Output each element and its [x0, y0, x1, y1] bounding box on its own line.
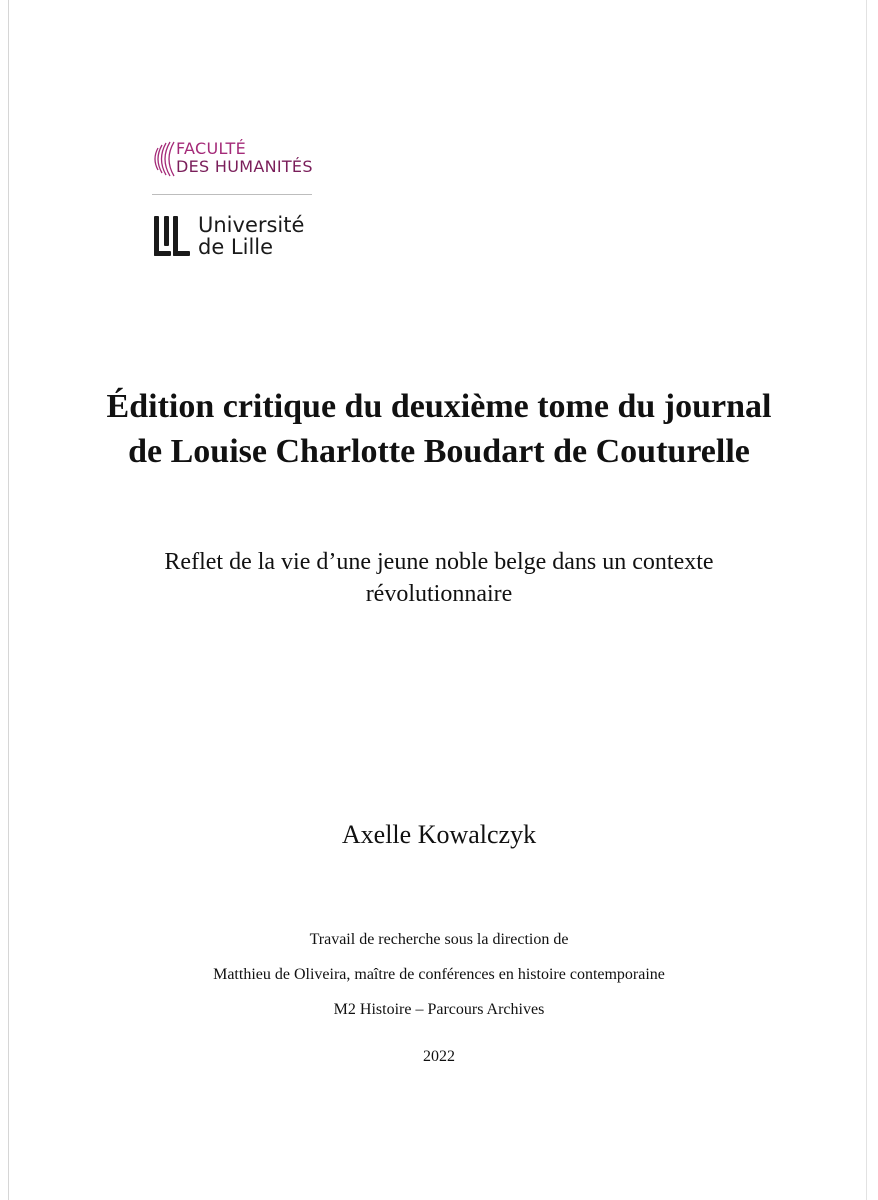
- year: 2022: [423, 1048, 455, 1065]
- ulille-logo-line1: Université: [198, 213, 305, 237]
- supervisor-line: Matthieu de Oliveira, maître de conférences en histoire contemporaine: [213, 966, 665, 983]
- faculte-humanites-logo: [152, 136, 322, 182]
- sound-wave-icon: [152, 138, 178, 180]
- page-edge-right: [866, 0, 867, 1200]
- ulille-logo-line2: de Lille: [198, 235, 274, 259]
- faculte-logo-line1: FACULTÉ: [176, 139, 246, 158]
- universite-lille-logo: [152, 212, 322, 260]
- page-edge-left: [8, 0, 9, 1200]
- supervision-line: Travail de recherche sous la direction de: [309, 931, 569, 948]
- document-title: Édition critique du deuxième tome du journal de Louise Charlotte Boudart de Couturelle: [106, 388, 772, 470]
- program-line: M2 Histoire – Parcours Archives: [333, 1001, 545, 1018]
- author-name: Axelle Kowalczyk: [341, 820, 537, 849]
- ulille-ll-icon: [154, 216, 192, 256]
- document-subtitle: Reflet de la vie d’une jeune noble belge dans un contexte révolutionnaire: [164, 549, 714, 607]
- logo-divider: [152, 194, 312, 195]
- faculte-logo-line2: DES HUMANITÉS: [176, 157, 313, 176]
